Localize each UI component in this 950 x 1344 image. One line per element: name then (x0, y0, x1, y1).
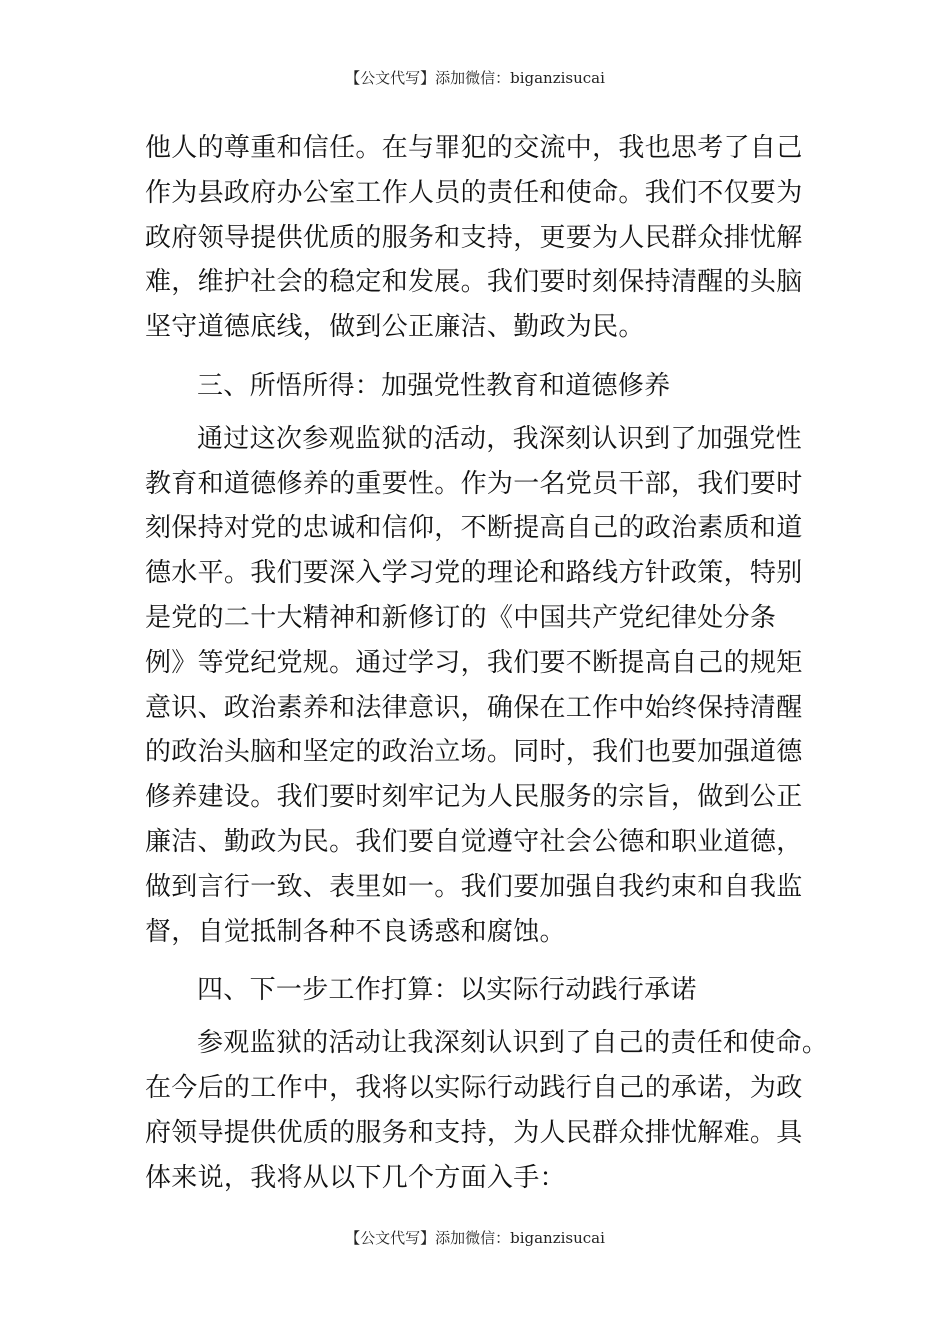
page-header: 【公文代写】添加微信：biganzisucai (345, 69, 605, 87)
paragraph-2 (145, 417, 815, 955)
paragraph-line: 刻保持对党的忠诚和信仰，不断提高自己的政治素质和道 (145, 513, 803, 544)
paragraph-line: 教育和道德修养的重要性。作为一名党员干部，我们要时 (145, 468, 803, 499)
paragraph-line: 意识、政治素养和法律意识，确保在工作中始终保持清醒 (145, 692, 803, 723)
paragraph-3 (145, 1021, 829, 1200)
paragraph-line: 在今后的工作中，我将以实际行动践行自己的承诺，为政 (145, 1072, 803, 1103)
page-footer: 【公文代写】添加微信：biganzisucai (345, 1229, 605, 1247)
paragraph-line: 是党的二十大精神和新修订的《中国共产党纪律处分条 (145, 602, 777, 633)
paragraph-line: 廉洁、勤政为民。我们要自觉遵守社会公德和职业道德， (145, 826, 803, 857)
paragraph-line: 难，维护社会的稳定和发展。我们要时刻保持清醒的头脑 (145, 267, 803, 298)
paragraph-line: 参观监狱的活动让我深刻认识到了自己的责任和使命。 (197, 1028, 829, 1059)
paragraph-1 (145, 126, 815, 350)
paragraph-line: 通过这次参观监狱的活动，我深刻认识到了加强党性 (197, 423, 802, 454)
paragraph-line: 作为县政府办公室工作人员的责任和使命。我们不仅要为 (145, 177, 803, 208)
paragraph-line: 修养建设。我们要时刻牢记为人民服务的宗旨，做到公正 (145, 782, 803, 813)
paragraph-line: 做到言行一致、表里如一。我们要加强自我约束和自我监 (145, 871, 803, 902)
document-body (145, 126, 829, 1200)
paragraph-line: 的政治头脑和坚定的政治立场。同时，我们也要加强道德 (145, 737, 803, 768)
paragraph-line: 府领导提供优质的服务和支持，为人民群众排忧解难。具 (145, 1117, 803, 1148)
paragraph-line: 政府领导提供优质的服务和支持，更要为人民群众排忧解 (145, 222, 803, 253)
paragraph-line: 督，自觉抵制各种不良诱惑和腐蚀。 (145, 916, 566, 947)
section-heading-4: 四、下一步工作打算：以实际行动践行承诺 (197, 975, 697, 1006)
paragraph-line: 他人的尊重和信任。在与罪犯的交流中，我也思考了自己 (145, 133, 803, 163)
section-heading-3: 三、所悟所得：加强党性教育和道德修养 (197, 370, 671, 401)
paragraph-line: 例》等党纪党规。通过学习，我们要不断提高自己的规矩 (145, 647, 803, 678)
paragraph-line: 德水平。我们要深入学习党的理论和路线方针政策，特别 (145, 558, 803, 589)
paragraph-line: 体来说，我将从以下几个方面入手： (145, 1162, 566, 1193)
paragraph-line: 坚守道德底线，做到公正廉洁、勤政为民。 (145, 312, 645, 343)
